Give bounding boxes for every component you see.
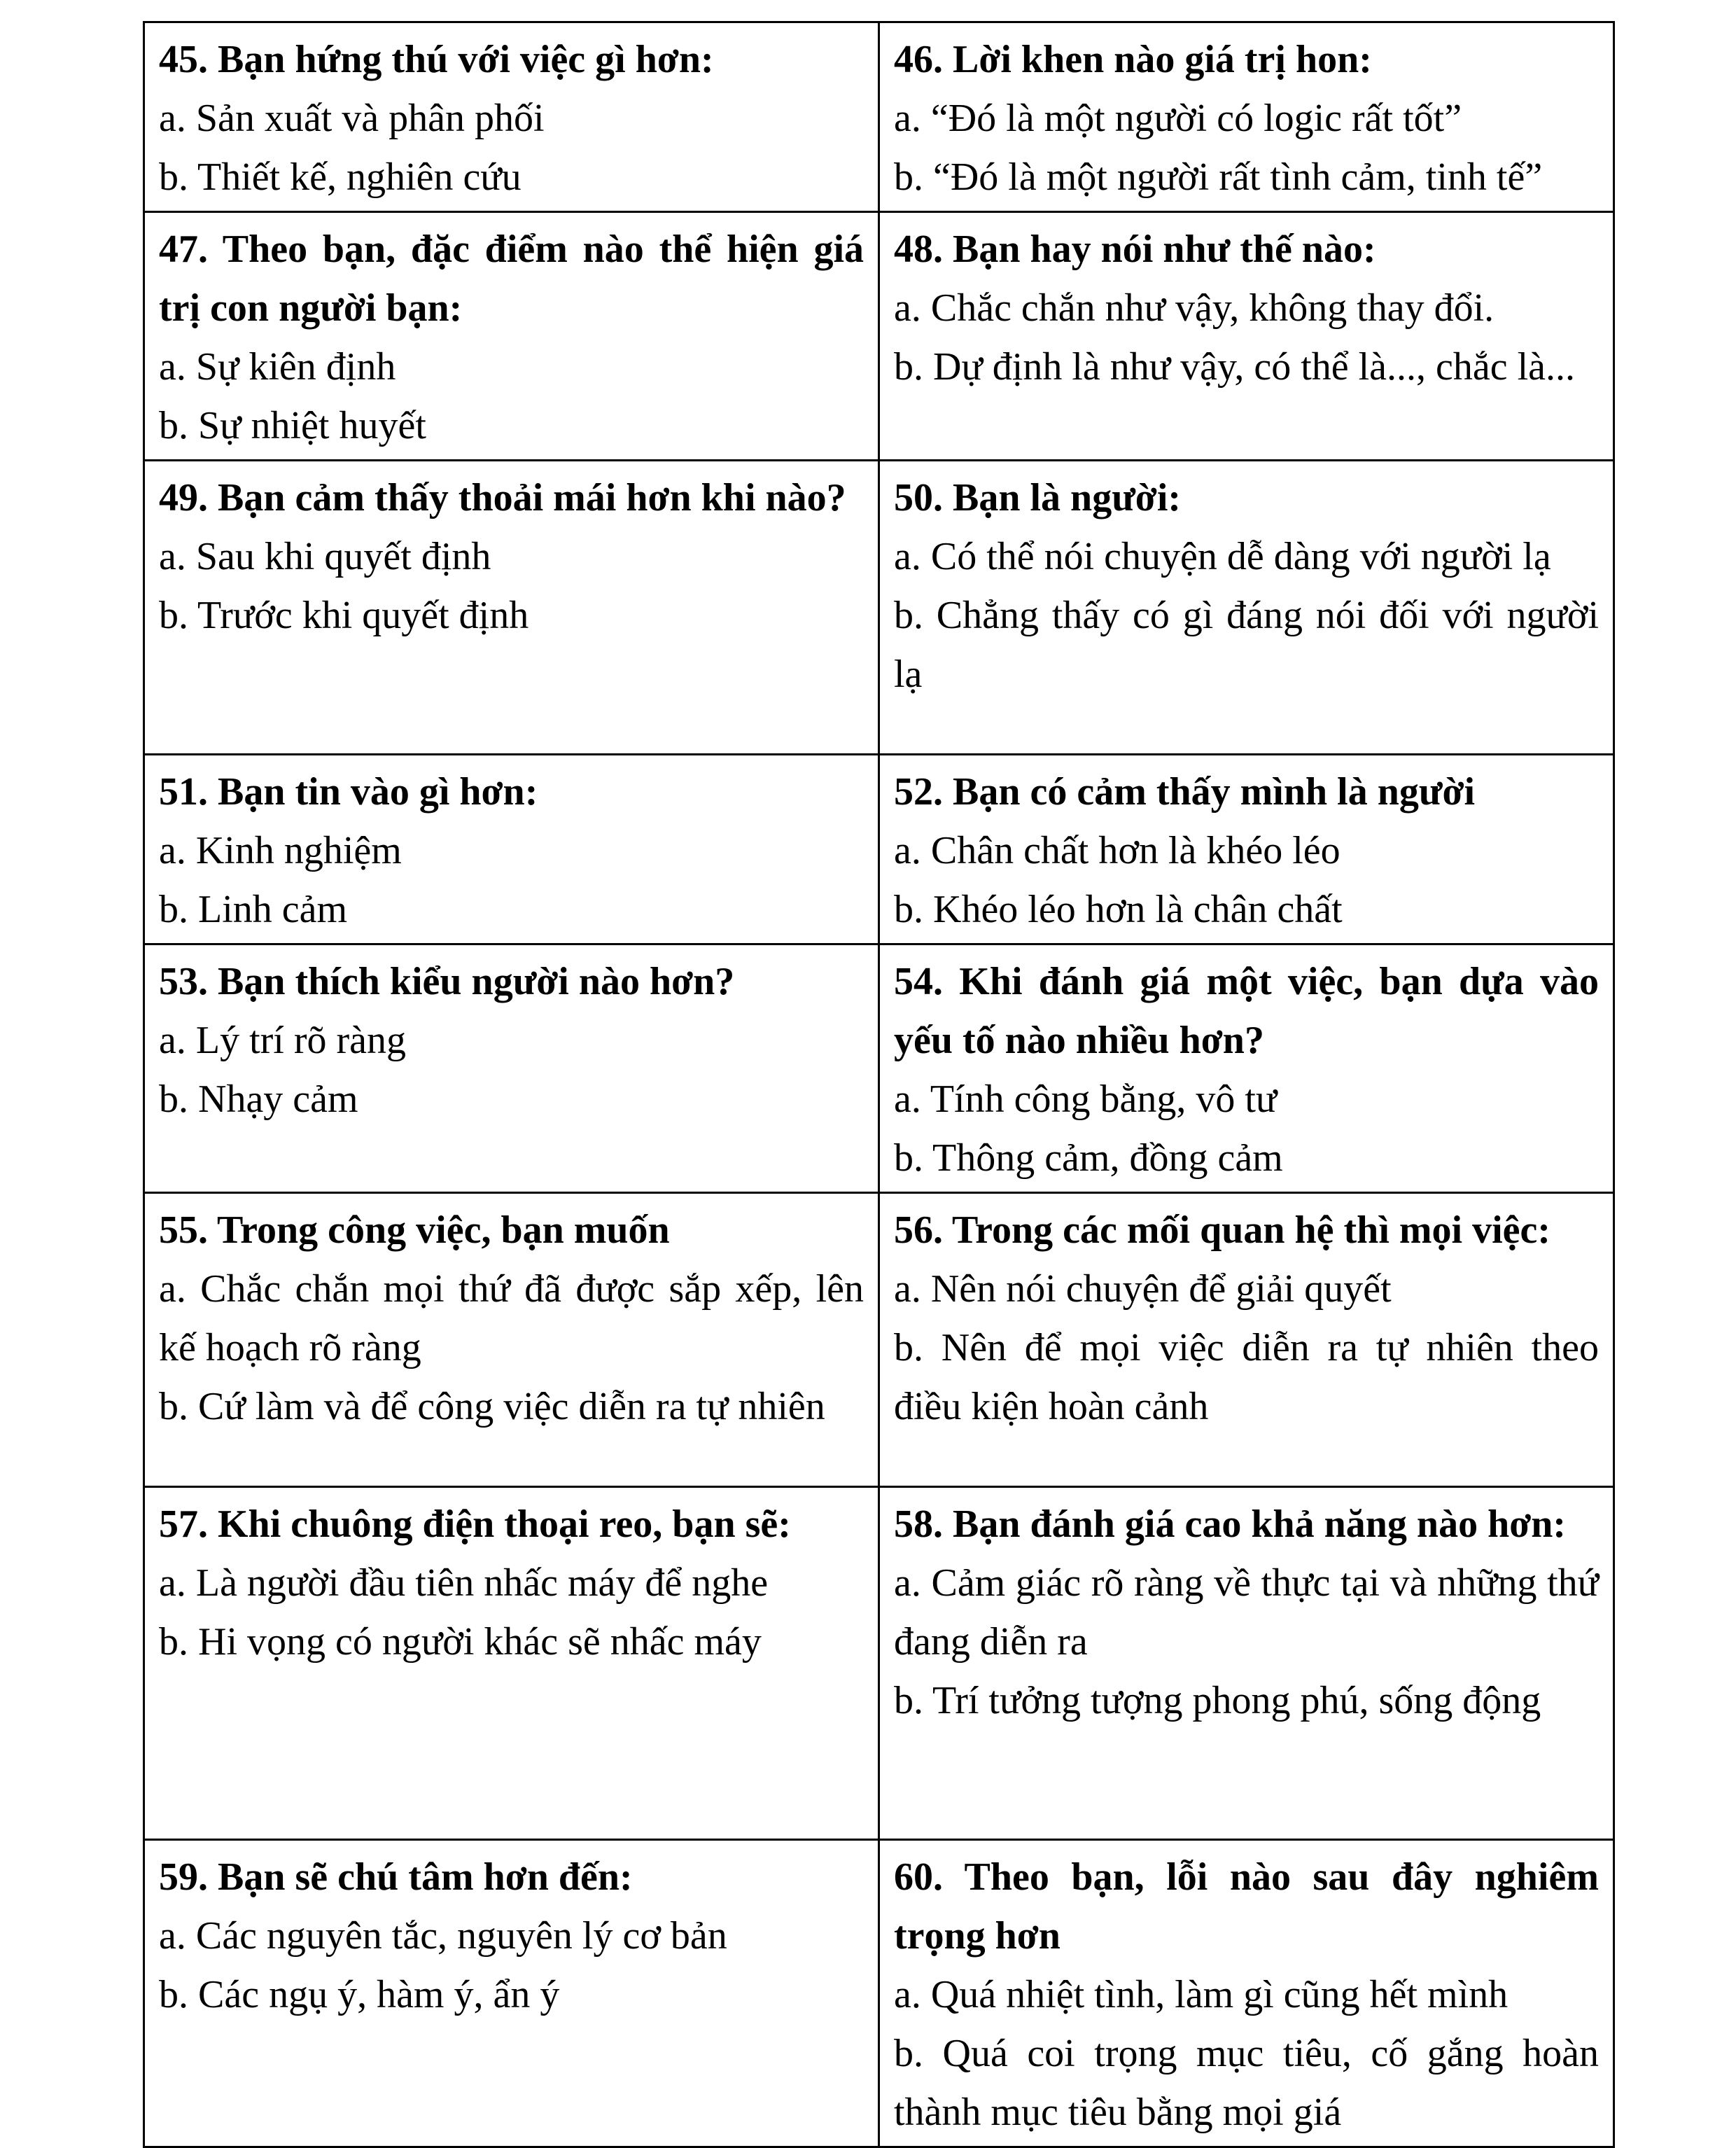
question-cell-52 [879, 755, 1614, 944]
question-title: 58. Bạn đánh giá cao khả năng nào hơn: [894, 1502, 1567, 1546]
option-a: a. “Đó là một người có logic rất tốt” [894, 97, 1462, 140]
question-title: 50. Bạn là người: [894, 476, 1182, 519]
option-b: b. Sự nhiệt huyết [159, 404, 426, 447]
option-b: b. Linh cảm [159, 888, 348, 931]
table-row [144, 22, 1614, 212]
question-title: 51. Bạn tin vào gì hơn: [159, 770, 538, 814]
table-row [144, 1840, 1614, 2147]
table-row [144, 1193, 1614, 1487]
question-cell-54 [879, 944, 1614, 1193]
option-a: a. Chắc chắn mọi thứ đã được sắp xếp, lên kế hoạch rõ ràng [159, 1267, 864, 1369]
option-b: b. Các ngụ ý, hàm ý, ẩn ý [159, 1973, 560, 2016]
question-cell-53 [144, 944, 879, 1193]
option-a: a. Tính công bằng, vô tư [894, 1078, 1278, 1121]
option-b: b. Thông cảm, đồng cảm [894, 1136, 1283, 1180]
question-title: 53. Bạn thích kiểu người nào hơn? [159, 960, 735, 1003]
question-title: 47. Theo bạn, đặc điểm nào thể hiện giá trị con người bạn: [159, 228, 864, 330]
question-cell-58 [879, 1487, 1614, 1840]
question-title: 60. Theo bạn, lỗi nào sau đây nghiêm trọng hơn [894, 1855, 1599, 1958]
option-a: a. Các nguyên tắc, nguyên lý cơ bản [159, 1914, 727, 1958]
table-row [144, 944, 1614, 1193]
option-a: a. Lý trí rõ ràng [159, 1019, 406, 1062]
question-cell-59 [144, 1840, 879, 2147]
question-cell-49 [144, 461, 879, 755]
question-cell-57 [144, 1487, 879, 1840]
question-title: 55. Trong công việc, bạn muốn [159, 1208, 670, 1252]
option-b: b. Trí tưởng tượng phong phú, sống động [894, 1679, 1541, 1722]
question-title: 54. Khi đánh giá một việc, bạn dựa vào yếu tố nào nhiều hơn? [894, 960, 1599, 1062]
option-b: b. Nhạy cảm [159, 1078, 358, 1121]
question-title: 56. Trong các mối quan hệ thì mọi việc: [894, 1208, 1550, 1252]
question-title: 57. Khi chuông điện thoại reo, bạn sẽ: [159, 1502, 791, 1546]
option-b: b. Nên để mọi việc diễn ra tự nhiên theo điều kiện hoàn cảnh [894, 1326, 1599, 1428]
question-cell-45 [144, 22, 879, 212]
option-a: a. Sản xuất và phân phối [159, 97, 545, 140]
table-row [144, 212, 1614, 461]
questionnaire-table [143, 21, 1615, 2148]
table-row [144, 461, 1614, 755]
option-a: a. Chắc chắn như vậy, không thay đổi. [894, 286, 1494, 330]
question-title: 46. Lời khen nào giá trị hon: [894, 38, 1372, 81]
question-title: 59. Bạn sẽ chú tâm hơn đến: [159, 1855, 633, 1899]
option-a: a. Là người đầu tiên nhấc máy để nghe [159, 1561, 769, 1605]
option-a: a. Sau khi quyết định [159, 535, 491, 578]
option-a: a. Cảm giác rõ ràng về thực tại và những thứ đang diễn ra [894, 1561, 1599, 1664]
option-b: b. Hi vọng có người khác sẽ nhấc máy [159, 1620, 762, 1664]
option-a: a. Nên nói chuyện để giải quyết [894, 1267, 1392, 1311]
question-title: 49. Bạn cảm thấy thoải mái hơn khi nào? [159, 476, 846, 519]
option-b: b. “Đó là một người rất tình cảm, tinh tế” [894, 155, 1543, 199]
question-cell-46 [879, 22, 1614, 212]
option-b: b. Chẳng thấy có gì đáng nói đối với người lạ [894, 594, 1599, 696]
question-title: 52. Bạn có cảm thấy mình là người [894, 770, 1476, 814]
option-b: b. Cứ làm và để công việc diễn ra tự nhiên [159, 1385, 825, 1428]
question-cell-51 [144, 755, 879, 944]
question-cell-60 [879, 1840, 1614, 2147]
question-cell-48 [879, 212, 1614, 461]
option-a: a. Quá nhiệt tình, làm gì cũng hết mình [894, 1973, 1508, 2016]
question-cell-50 [879, 461, 1614, 755]
question-cell-56 [879, 1193, 1614, 1487]
option-b: b. Quá coi trọng mục tiêu, cố gắng hoàn thành mục tiêu bằng mọi giá [894, 2032, 1599, 2134]
option-b: b. Dự định là như vậy, có thể là..., chắc là... [894, 345, 1575, 389]
option-a: a. Chân chất hơn là khéo léo [894, 829, 1340, 872]
option-b: b. Thiết kế, nghiên cứu [159, 155, 522, 199]
table-row [144, 1487, 1614, 1840]
option-a: a. Sự kiên định [159, 345, 396, 389]
table-row [144, 755, 1614, 944]
option-a: a. Kinh nghiệm [159, 829, 402, 872]
question-title: 48. Bạn hay nói như thế nào: [894, 228, 1376, 271]
option-b: b. Khéo léo hơn là chân chất [894, 888, 1343, 931]
option-b: b. Trước khi quyết định [159, 594, 529, 637]
question-cell-47 [144, 212, 879, 461]
option-a: a. Có thể nói chuyện dễ dàng với người lạ [894, 535, 1551, 578]
question-title: 45. Bạn hứng thú với việc gì hơn: [159, 38, 714, 81]
question-cell-55 [144, 1193, 879, 1487]
